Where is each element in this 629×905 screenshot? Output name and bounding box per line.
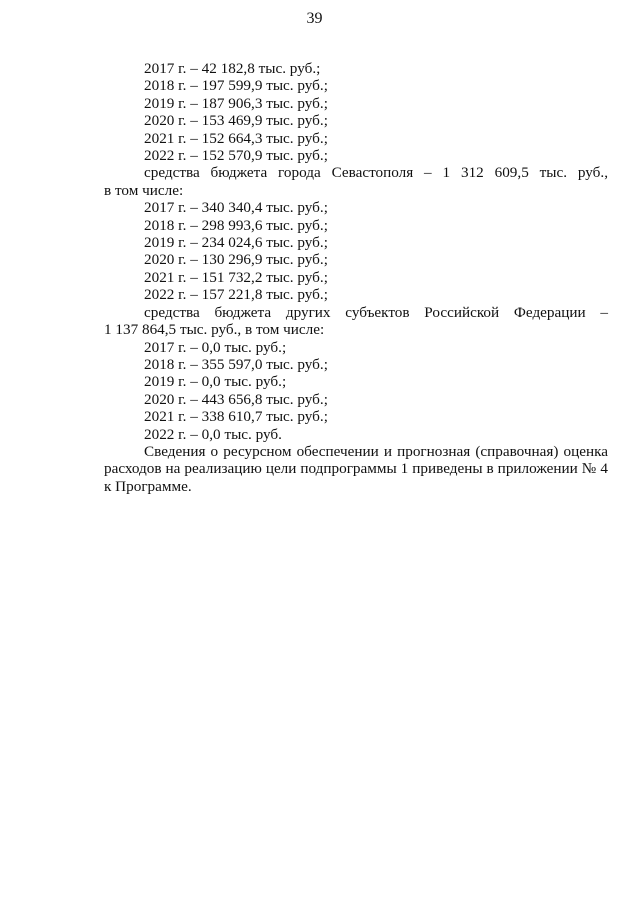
year-amount-line: 2021 г. – 338 610,7 тыс. руб.; <box>144 408 328 426</box>
year-amount-line: 2021 г. – 152 664,3 тыс. руб.; <box>144 129 328 147</box>
page-number: 39 <box>306 10 323 27</box>
year-amount-line: 2022 г. – 0,0 тыс. руб. <box>144 425 282 443</box>
year-amount-line: 2017 г. – 0,0 тыс. руб.; <box>144 338 287 356</box>
year-amount-line: 2018 г. – 197 599,9 тыс. руб.; <box>144 77 328 95</box>
year-amount-line: 2017 г. – 340 340,4 тыс. руб.; <box>144 199 328 217</box>
year-amount-line: 2021 г. – 151 732,2 тыс. руб.; <box>144 268 328 286</box>
closing-paragraph: Сведения о ресурсном обеспечении и прогнозная (справочная) оценка расходов на реализацию цели подпрограммы 1 приведены в приложении № 4 к Программе. <box>104 442 608 495</box>
year-amount-line: 2022 г. – 157 221,8 тыс. руб.; <box>144 286 328 304</box>
year-amount-line: 2019 г. – 0,0 тыс. руб.; <box>144 373 287 391</box>
document-body <box>104 60 608 495</box>
other-subjects-budget-continuation: 1 137 864,5 тыс. руб., в том числе: <box>104 321 325 339</box>
year-amount-line: 2019 г. – 187 906,3 тыс. руб.; <box>144 94 328 112</box>
year-amount-line: 2020 г. – 443 656,8 тыс. руб.; <box>144 390 328 408</box>
year-amount-line: 2018 г. – 355 597,0 тыс. руб.; <box>144 355 328 373</box>
sevastopol-budget-continuation: в том числе: <box>104 181 184 199</box>
year-amount-line: 2017 г. – 42 182,8 тыс. руб.; <box>144 60 321 77</box>
year-amount-line: 2020 г. – 130 296,9 тыс. руб.; <box>144 251 328 269</box>
other-subjects-budget-line: средства бюджета других субъектов Российской Федерации – <box>144 303 608 321</box>
year-amount-line: 2020 г. – 153 469,9 тыс. руб.; <box>144 112 328 130</box>
sevastopol-budget-line: средства бюджета города Севастополя – 1 312 609,5 тыс. руб., <box>144 164 608 182</box>
year-amount-line: 2022 г. – 152 570,9 тыс. руб.; <box>144 147 328 165</box>
year-amount-line: 2018 г. – 298 993,6 тыс. руб.; <box>144 216 328 234</box>
year-amount-line: 2019 г. – 234 024,6 тыс. руб.; <box>144 234 328 252</box>
